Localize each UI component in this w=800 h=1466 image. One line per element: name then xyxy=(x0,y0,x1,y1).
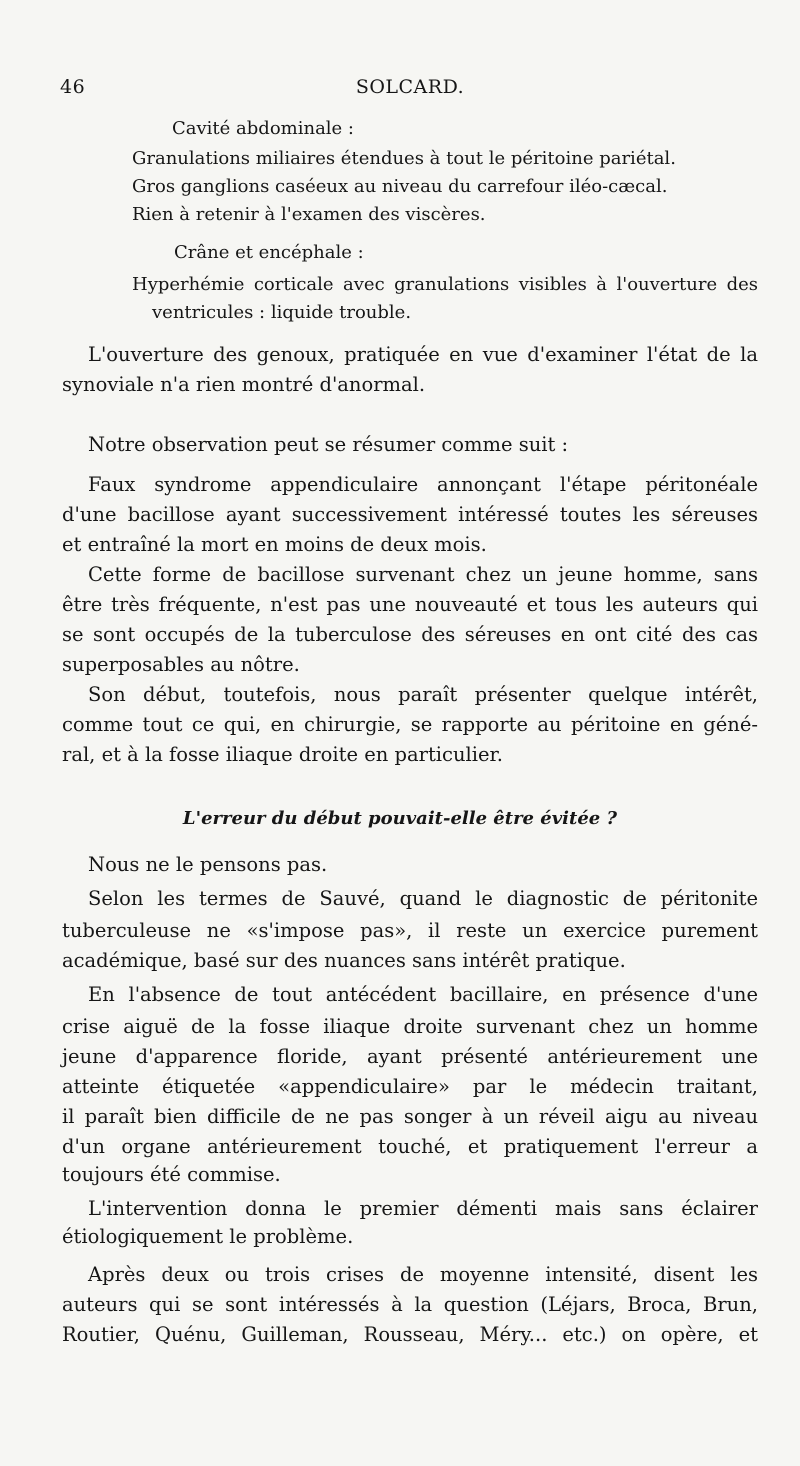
abdomen-line-1: Granulations miliaires étendues à tout le péritoine pariétal. xyxy=(132,148,676,169)
paragraph-line: Notre observation peut se résumer comme suit : xyxy=(88,433,569,456)
italic-subheading: L'erreur du début pouvait-elle être évitée ? xyxy=(182,808,618,829)
paragraph-line: d'une bacillose ayant successivement intéressé toutes les séreuses xyxy=(62,503,758,526)
paragraph-line: Faux syndrome appendiculaire annonçant l'étape péritonéale xyxy=(88,473,758,496)
paragraph-line: toujours été commise. xyxy=(62,1163,281,1186)
paragraph-line: atteinte étiquetée «appendiculaire» par le médecin traitant, xyxy=(62,1075,758,1098)
paragraph-line: académique, basé sur des nuances sans intérêt pratique. xyxy=(62,949,626,972)
paragraph-line: Après deux ou trois crises de moyenne intensité, disent les xyxy=(88,1263,758,1286)
paragraph-line: ral, et à la fosse iliaque droite en particulier. xyxy=(62,743,503,766)
paragraph-line: il paraît bien difficile de ne pas songer à un réveil aigu au niveau xyxy=(62,1105,758,1128)
paragraph-line: étiologiquement le problème. xyxy=(62,1225,354,1248)
paragraph-line: être très fréquente, n'est pas une nouveauté et tous les auteurs qui xyxy=(62,593,758,616)
paragraph-line: Routier, Quénu, Guilleman, Rousseau, Méry... etc.) on opère, et xyxy=(62,1323,758,1346)
paragraph-line: et entraîné la mort en moins de deux mois. xyxy=(62,533,487,556)
abdomen-line-2: Gros ganglions caséeux au niveau du carrefour iléo-cæcal. xyxy=(132,176,668,197)
paragraph-line: jeune d'apparence floride, ayant présenté antérieurement une xyxy=(62,1045,758,1068)
section-title-skull: Crâne et encéphale : xyxy=(174,242,364,263)
paragraph-line: tuberculeuse ne «s'impose pas», il reste un exercice purement xyxy=(62,919,758,942)
paragraph-line: comme tout ce qui, en chirurgie, se rapporte au péritoine en géné- xyxy=(62,713,758,736)
paragraph-line: superposables au nôtre. xyxy=(62,653,300,676)
running-title: SOLCARD. xyxy=(355,76,465,98)
paragraph-line: synoviale n'a rien montré d'anormal. xyxy=(62,373,426,396)
paragraph-line: Son début, toutefois, nous paraît présenter quelque intérêt, xyxy=(88,683,758,706)
abdomen-line-3: Rien à retenir à l'examen des viscères. xyxy=(132,204,486,225)
paragraph-line: L'intervention donna le premier démenti mais sans éclairer xyxy=(88,1197,758,1220)
page-number: 46 xyxy=(60,76,86,98)
paragraph-line: Selon les termes de Sauvé, quand le diagnostic de péritonite xyxy=(88,887,758,910)
skull-line-2: ventricules : liquide trouble. xyxy=(152,302,412,323)
paragraph-line: L'ouverture des genoux, pratiquée en vue d'examiner l'état de la xyxy=(88,343,758,366)
paragraph-line: crise aiguë de la fosse iliaque droite survenant chez un homme xyxy=(62,1015,758,1038)
skull-line-1: Hyperhémie corticale avec granulations visibles à l'ouverture des xyxy=(132,274,758,295)
paragraph-line: auteurs qui se sont intéressés à la question (Léjars, Broca, Brun, xyxy=(62,1293,758,1316)
paragraph-line: Cette forme de bacillose survenant chez un jeune homme, sans xyxy=(88,563,758,586)
paragraph-line: se sont occupés de la tuberculose des séreuses en ont cité des cas xyxy=(62,623,758,646)
paragraph-line: d'un organe antérieurement touché, et pratiquement l'erreur a xyxy=(62,1135,758,1158)
page-header xyxy=(60,76,760,102)
paragraph-line: En l'absence de tout antécédent bacillaire, en présence d'une xyxy=(88,983,758,1006)
paragraph-line: Nous ne le pensons pas. xyxy=(88,853,328,876)
section-title-abdomen: Cavité abdominale : xyxy=(172,118,354,139)
